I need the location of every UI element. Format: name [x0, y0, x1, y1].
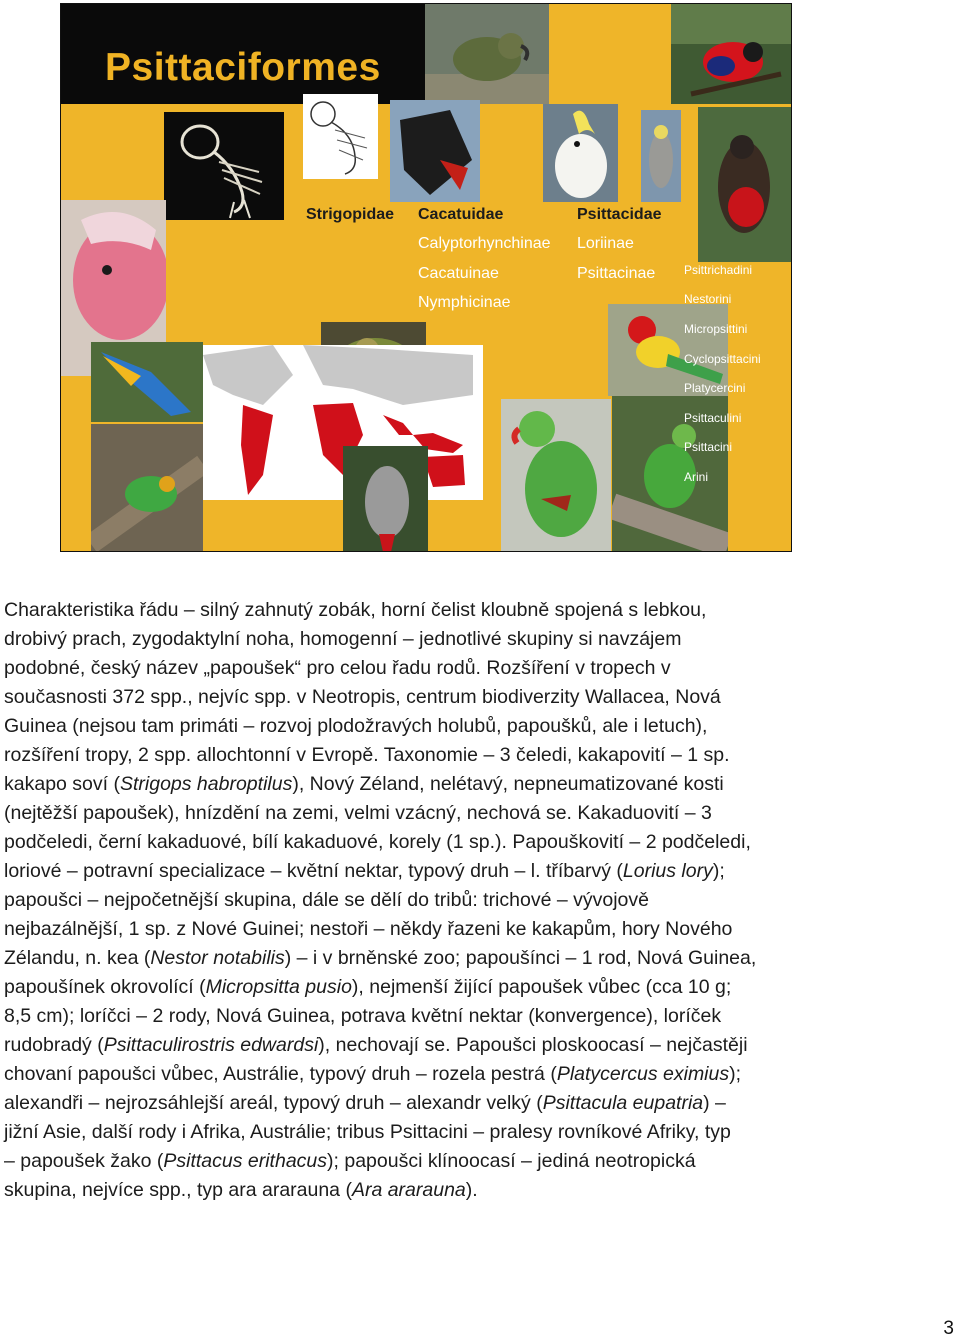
text-line [4, 857, 956, 886]
text-line [4, 625, 956, 654]
text-line [4, 1176, 956, 1205]
species-name: Psittaculirostris edwardsi [103, 1034, 319, 1056]
text-segment: jižní Asie, další rody i Afrika, Austrálie; tribus Psittacini – pralesy rovníkové Afriky, typ [4, 1121, 731, 1143]
black-cockatoo-photo [390, 100, 480, 202]
subfamily-psittacinae: Psittacinae [577, 265, 656, 282]
text-line [4, 915, 956, 944]
subfamily-calyptorhynchinae: Calyptorhynchinae [418, 235, 551, 252]
family-psittacidae: Psittacidae [577, 206, 662, 223]
tribe-item: Psittaculini [684, 411, 742, 425]
text-segment: ); [729, 1063, 742, 1085]
tribe-item: Micropsittini [684, 322, 748, 336]
species-name: Platycercus eximius [556, 1063, 730, 1085]
subfamily-loriinae: Loriinae [577, 235, 634, 252]
text-line [4, 770, 956, 799]
text-segment: ) – [703, 1092, 726, 1114]
text-line [4, 596, 956, 625]
text-segment: ), Nový Zéland, nelétavý, nepneumatizované kosti [292, 773, 724, 795]
text-segment: Zélandu, n. kea ( [4, 947, 151, 969]
text-segment: ), nechovají se. Papoušci ploskoocasí – nejčastěji [318, 1034, 748, 1056]
species-name: Ara ararauna [351, 1179, 466, 1201]
tribe-item: Nestorini [684, 292, 732, 306]
species-name: Psittacus erithacus [163, 1150, 328, 1172]
slide-image [60, 3, 792, 552]
species-name: Psittacula eupatria [542, 1092, 704, 1114]
slide-title: Psittaciformes [105, 46, 381, 89]
text-segment: ); papoušci klínoocasí – jediná neotropická [327, 1150, 696, 1172]
tribe-item: Arini [684, 470, 709, 484]
subfamily-nymphicinae: Nymphicinae [418, 294, 511, 311]
text-line [4, 973, 956, 1002]
text-segment: Guinea (nejsou tam primáti – rozvoj plodožravých holubů, papoušků, ale i letuch), [4, 715, 708, 737]
text-line [4, 1118, 956, 1147]
text-segment: současnosti 372 spp., nejvíc spp. v Neotropis, centrum biodiverzity Wallacea, Nová [4, 686, 721, 708]
tribe-item: Psittrichadini [684, 263, 753, 277]
text-segment: podobné, český název „papoušek“ pro celou řadu rodů. Rozšíření v tropech v [4, 657, 671, 679]
text-segment: nejbazálnější, 1 sp. z Nové Guinei; nestoři – někdy řazeni ke kakapům, hory Nového [4, 918, 733, 940]
text-segment: podčeledi, černí kakaduové, bílí kakaduové, korely (1 sp.). Papouškovití – 2 podčeledi, [4, 831, 751, 853]
text-line [4, 1031, 956, 1060]
white-cockatoo-photo [543, 104, 618, 202]
text-segment: chovaní papoušci vůbec, Austrálie, typový druh – rozela pestrá ( [4, 1063, 557, 1085]
text-line [4, 944, 956, 973]
species-name: Strigops habroptilus [119, 773, 293, 795]
text-segment: ); [712, 860, 725, 882]
species-name: Micropsitta pusio [205, 976, 352, 998]
text-line [4, 741, 956, 770]
text-line [4, 828, 956, 857]
green-parrot-photo [91, 424, 203, 552]
kea-photo [425, 4, 549, 104]
text-line [4, 1089, 956, 1118]
tribe-item: Psittacini [684, 440, 733, 454]
species-name: Lorius lory [622, 860, 713, 882]
skeleton-photo [164, 112, 284, 220]
subfamily-cacatuinae: Cacatuinae [418, 265, 499, 282]
text-segment: ) – i v brněnské zoo; papoušínci – 1 rod, Nová Guinea, [284, 947, 757, 969]
text-segment: skupina, nejvíce spp., typ ara ararauna ( [4, 1179, 352, 1201]
text-line [4, 654, 956, 683]
text-line [4, 1002, 956, 1031]
text-segment: kakapo soví ( [4, 773, 120, 795]
page-number: 3 [943, 1318, 954, 1339]
skeleton-drawing [303, 94, 378, 179]
family-strigopidae: Strigopidae [306, 206, 395, 223]
text-segment: papoušci – nejpočetnější skupina, dále se dělí do tribů: trichové – vývojově [4, 889, 649, 911]
body-paragraph [4, 596, 956, 1205]
text-line [4, 1060, 956, 1089]
text-segment: (nejtěžší papoušek), hnízdění na zemi, velmi vzácný, nechová se. Kakaduovití – 3 [4, 802, 712, 824]
text-line [4, 886, 956, 915]
grey-parrot-photo [343, 446, 428, 552]
lory-photo [671, 4, 792, 104]
text-segment: ). [465, 1179, 478, 1201]
text-segment: papoušínek okrovolící ( [4, 976, 206, 998]
text-segment: alexandři – nejrozsáhlejší areál, typový druh – alexandr velký ( [4, 1092, 543, 1114]
text-line [4, 683, 956, 712]
family-cacatuidae: Cacatuidae [418, 206, 504, 223]
text-segment: ), nejmenší žijící papoušek vůbec (cca 10 g; [351, 976, 732, 998]
cockatiel-photo [641, 110, 681, 202]
text-segment: rudobradý ( [4, 1034, 104, 1056]
text-segment: 8,5 cm); loríčci – 2 rody, Nová Guinea, potrava květní nektar (konvergence), loríček [4, 1005, 722, 1027]
text-segment: Charakteristika řádu – silný zahnutý zobák, horní čelist kloubně spojená s lebkou, [4, 599, 707, 621]
tribe-item: Cyclopsittacini [684, 352, 761, 366]
text-segment: drobivý prach, zygodaktylní noha, homogenní – jednotlivé skupiny si navzájem [4, 628, 682, 650]
macaw-photo [91, 342, 203, 422]
text-line [4, 799, 956, 828]
tribe-item: Platycercini [684, 381, 746, 395]
alexandrine-parakeet-photo [501, 399, 611, 552]
text-segment: rozšíření tropy, 2 spp. allochtonní v Evropě. Taxonomie – 3 čeledi, kakapovití – 1 sp. [4, 744, 730, 766]
text-line [4, 712, 956, 741]
text-segment: – papoušek žako ( [4, 1150, 164, 1172]
species-name: Nestor notabilis [150, 947, 285, 969]
text-line [4, 1147, 956, 1176]
text-segment: loriové – potravní specializace – květní nektar, typový druh – l. tříbarvý ( [4, 860, 623, 882]
pesquet-parrot-photo [698, 107, 792, 262]
